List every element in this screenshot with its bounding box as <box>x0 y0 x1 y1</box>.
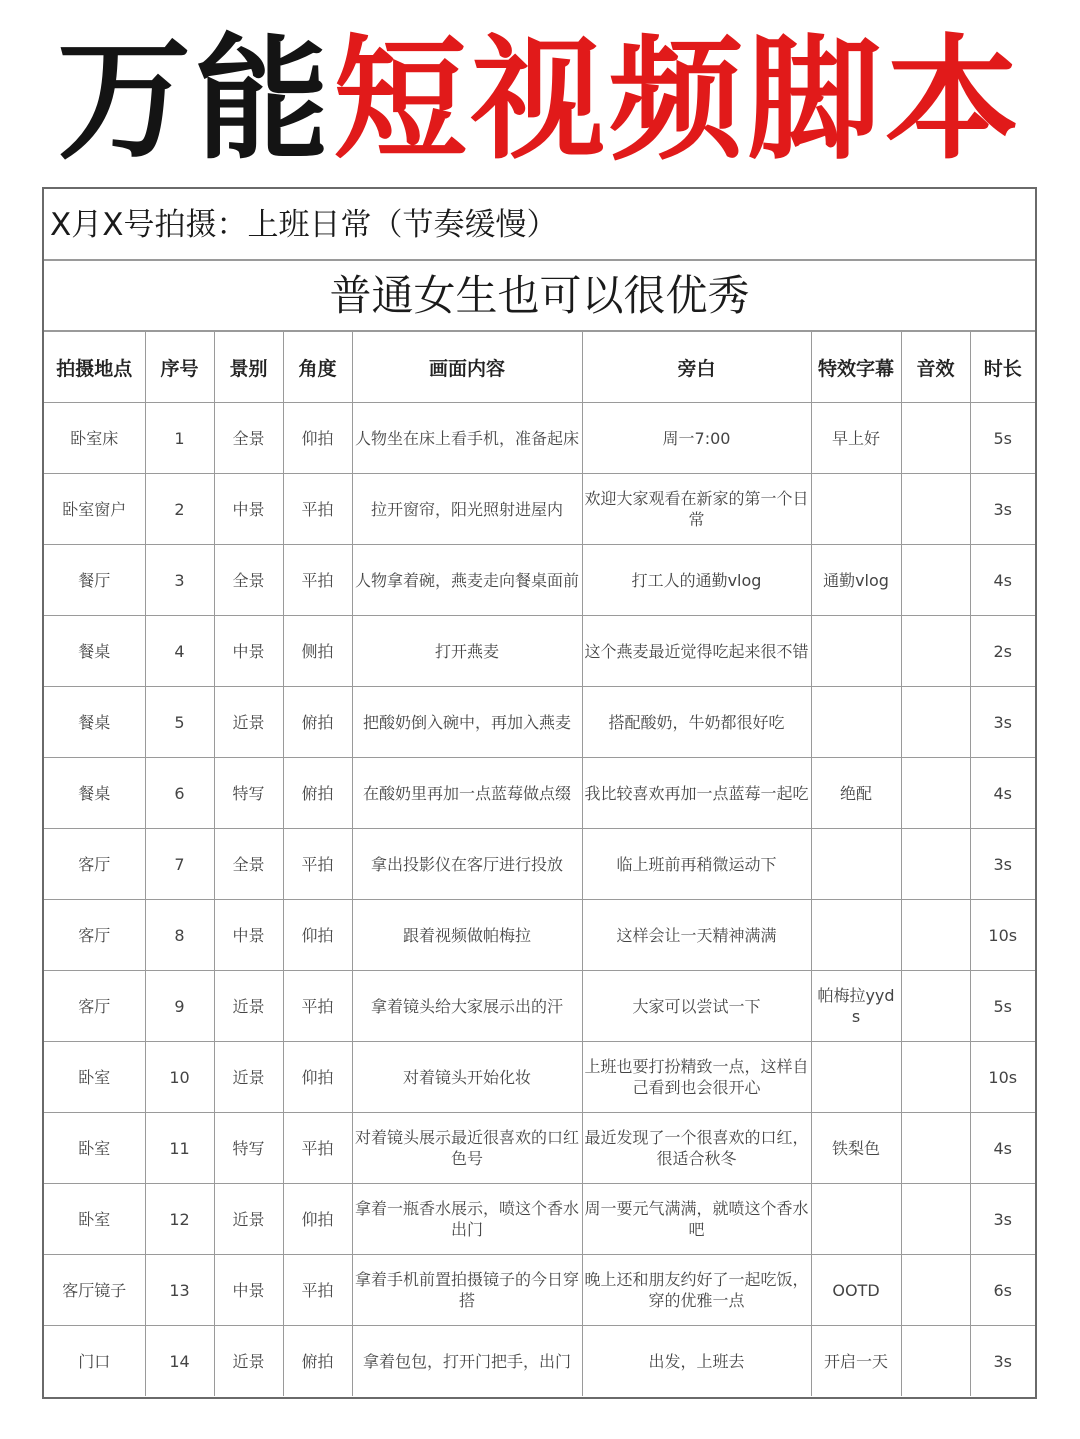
shot-size-cell: 近景 <box>214 1326 283 1397</box>
scene-content-cell: 对着镜头展示最近很喜欢的口红色号 <box>352 1113 582 1184</box>
shot-size-cell: 全景 <box>214 403 283 474</box>
table-row <box>44 1255 1035 1326</box>
camera-angle-cell: 平拍 <box>283 474 352 545</box>
shot-size-cell: 近景 <box>214 1042 283 1113</box>
caption-cell: 早上好 <box>811 403 901 474</box>
duration-cell: 10s <box>970 900 1035 971</box>
shot-size-cell: 中景 <box>214 616 283 687</box>
table-row <box>44 616 1035 687</box>
caption-cell <box>811 1184 901 1255</box>
shot-size-cell: 特写 <box>214 1113 283 1184</box>
index-cell: 4 <box>145 616 214 687</box>
table-row <box>44 687 1035 758</box>
column-header: 旁白 <box>582 332 811 403</box>
voiceover-cell: 临上班前再稍微运动下 <box>582 829 811 900</box>
headline <box>0 20 1080 180</box>
duration-cell: 5s <box>970 403 1035 474</box>
table-row <box>44 758 1035 829</box>
index-cell: 3 <box>145 545 214 616</box>
voiceover-cell: 我比较喜欢再加一点蓝莓一起吃 <box>582 758 811 829</box>
sound-effect-cell <box>901 1184 970 1255</box>
index-cell: 5 <box>145 687 214 758</box>
voiceover-cell: 搭配酸奶，牛奶都很好吃 <box>582 687 811 758</box>
caption-cell <box>811 474 901 545</box>
shot-size-cell: 全景 <box>214 829 283 900</box>
script-table <box>44 332 1035 1396</box>
scene-content-cell: 拿着包包，打开门把手，出门 <box>352 1326 582 1397</box>
column-header: 角度 <box>283 332 352 403</box>
location-cell: 餐桌 <box>44 616 145 687</box>
sound-effect-cell <box>901 971 970 1042</box>
table-body <box>44 403 1035 1397</box>
sound-effect-cell <box>901 829 970 900</box>
voiceover-cell: 出发，上班去 <box>582 1326 811 1397</box>
scene-content-cell: 跟着视频做帕梅拉 <box>352 900 582 971</box>
caption-cell: 铁梨色 <box>811 1113 901 1184</box>
camera-angle-cell: 仰拍 <box>283 1184 352 1255</box>
sound-effect-cell <box>901 687 970 758</box>
duration-cell: 6s <box>970 1255 1035 1326</box>
voiceover-cell: 这样会让一天精神满满 <box>582 900 811 971</box>
table-row <box>44 403 1035 474</box>
table-row <box>44 474 1035 545</box>
scene-content-cell: 拿着一瓶香水展示，喷这个香水出门 <box>352 1184 582 1255</box>
camera-angle-cell: 仰拍 <box>283 1042 352 1113</box>
script-sheet <box>42 187 1037 1399</box>
location-cell: 客厅镜子 <box>44 1255 145 1326</box>
table-row <box>44 1184 1035 1255</box>
index-cell: 1 <box>145 403 214 474</box>
duration-cell: 2s <box>970 616 1035 687</box>
scene-content-cell: 把酸奶倒入碗中，再加入燕麦 <box>352 687 582 758</box>
sound-effect-cell <box>901 1113 970 1184</box>
location-cell: 卧室 <box>44 1113 145 1184</box>
caption-cell: OOTD <box>811 1255 901 1326</box>
headline-red-part: 短视频脚本 <box>333 22 1024 178</box>
location-cell: 卧室 <box>44 1042 145 1113</box>
shot-size-cell: 全景 <box>214 545 283 616</box>
index-cell: 13 <box>145 1255 214 1326</box>
index-cell: 14 <box>145 1326 214 1397</box>
caption-cell <box>811 687 901 758</box>
index-cell: 6 <box>145 758 214 829</box>
index-cell: 8 <box>145 900 214 971</box>
column-header: 拍摄地点 <box>44 332 145 403</box>
caption-cell <box>811 900 901 971</box>
caption-cell <box>811 1042 901 1113</box>
table-row <box>44 829 1035 900</box>
shot-size-cell: 近景 <box>214 1184 283 1255</box>
column-header: 特效字幕 <box>811 332 901 403</box>
voiceover-cell: 打工人的通勤vlog <box>582 545 811 616</box>
column-header: 序号 <box>145 332 214 403</box>
duration-cell: 10s <box>970 1042 1035 1113</box>
sound-effect-cell <box>901 474 970 545</box>
sound-effect-cell <box>901 545 970 616</box>
camera-angle-cell: 仰拍 <box>283 403 352 474</box>
shot-size-cell: 近景 <box>214 971 283 1042</box>
table-header-row <box>44 332 1035 403</box>
sound-effect-cell <box>901 616 970 687</box>
table-row <box>44 1113 1035 1184</box>
shoot-date-line: X月X号拍摄：上班日常（节奏缓慢） <box>44 189 1035 261</box>
scene-content-cell: 打开燕麦 <box>352 616 582 687</box>
scene-content-cell: 人物坐在床上看手机，准备起床 <box>352 403 582 474</box>
shot-size-cell: 中景 <box>214 900 283 971</box>
location-cell: 餐桌 <box>44 687 145 758</box>
headline-black-part: 万能 <box>56 22 333 178</box>
sound-effect-cell <box>901 1042 970 1113</box>
scene-content-cell: 拿着镜头给大家展示出的汗 <box>352 971 582 1042</box>
duration-cell: 3s <box>970 687 1035 758</box>
location-cell: 餐桌 <box>44 758 145 829</box>
index-cell: 11 <box>145 1113 214 1184</box>
column-header: 时长 <box>970 332 1035 403</box>
index-cell: 10 <box>145 1042 214 1113</box>
camera-angle-cell: 平拍 <box>283 1113 352 1184</box>
sound-effect-cell <box>901 900 970 971</box>
camera-angle-cell: 俯拍 <box>283 758 352 829</box>
camera-angle-cell: 侧拍 <box>283 616 352 687</box>
scene-content-cell: 对着镜头开始化妆 <box>352 1042 582 1113</box>
voiceover-cell: 上班也要打扮精致一点，这样自己看到也会很开心 <box>582 1042 811 1113</box>
camera-angle-cell: 俯拍 <box>283 1326 352 1397</box>
duration-cell: 5s <box>970 971 1035 1042</box>
duration-cell: 3s <box>970 474 1035 545</box>
index-cell: 2 <box>145 474 214 545</box>
location-cell: 卧室 <box>44 1184 145 1255</box>
duration-cell: 4s <box>970 545 1035 616</box>
camera-angle-cell: 俯拍 <box>283 687 352 758</box>
voiceover-cell: 大家可以尝试一下 <box>582 971 811 1042</box>
caption-cell <box>811 829 901 900</box>
script-subtitle: 普通女生也可以很优秀 <box>44 261 1035 332</box>
voiceover-cell: 周一7:00 <box>582 403 811 474</box>
caption-cell: 开启一天 <box>811 1326 901 1397</box>
camera-angle-cell: 仰拍 <box>283 900 352 971</box>
duration-cell: 4s <box>970 1113 1035 1184</box>
voiceover-cell: 欢迎大家观看在新家的第一个日常 <box>582 474 811 545</box>
shot-size-cell: 特写 <box>214 758 283 829</box>
duration-cell: 3s <box>970 1184 1035 1255</box>
caption-cell: 通勤vlog <box>811 545 901 616</box>
column-header: 音效 <box>901 332 970 403</box>
scene-content-cell: 拿着手机前置拍摄镜子的今日穿搭 <box>352 1255 582 1326</box>
column-header: 画面内容 <box>352 332 582 403</box>
scene-content-cell: 在酸奶里再加一点蓝莓做点缀 <box>352 758 582 829</box>
sound-effect-cell <box>901 758 970 829</box>
table-row <box>44 900 1035 971</box>
scene-content-cell: 人物拿着碗，燕麦走向餐桌面前 <box>352 545 582 616</box>
voiceover-cell: 这个燕麦最近觉得吃起来很不错 <box>582 616 811 687</box>
index-cell: 9 <box>145 971 214 1042</box>
sound-effect-cell <box>901 1255 970 1326</box>
duration-cell: 3s <box>970 1326 1035 1397</box>
voiceover-cell: 最近发现了一个很喜欢的口红，很适合秋冬 <box>582 1113 811 1184</box>
scene-content-cell: 拉开窗帘，阳光照射进屋内 <box>352 474 582 545</box>
column-header: 景别 <box>214 332 283 403</box>
sound-effect-cell <box>901 1326 970 1397</box>
camera-angle-cell: 平拍 <box>283 545 352 616</box>
location-cell: 客厅 <box>44 900 145 971</box>
location-cell: 客厅 <box>44 971 145 1042</box>
table-row <box>44 1326 1035 1397</box>
location-cell: 餐厅 <box>44 545 145 616</box>
table-row <box>44 1042 1035 1113</box>
duration-cell: 3s <box>970 829 1035 900</box>
scene-content-cell: 拿出投影仪在客厅进行投放 <box>352 829 582 900</box>
camera-angle-cell: 平拍 <box>283 829 352 900</box>
voiceover-cell: 晚上还和朋友约好了一起吃饭，穿的优雅一点 <box>582 1255 811 1326</box>
voiceover-cell: 周一要元气满满，就喷这个香水吧 <box>582 1184 811 1255</box>
duration-cell: 4s <box>970 758 1035 829</box>
location-cell: 卧室窗户 <box>44 474 145 545</box>
caption-cell: 帕梅拉yyds <box>811 971 901 1042</box>
location-cell: 门口 <box>44 1326 145 1397</box>
location-cell: 客厅 <box>44 829 145 900</box>
shot-size-cell: 中景 <box>214 474 283 545</box>
caption-cell: 绝配 <box>811 758 901 829</box>
index-cell: 7 <box>145 829 214 900</box>
camera-angle-cell: 平拍 <box>283 971 352 1042</box>
camera-angle-cell: 平拍 <box>283 1255 352 1326</box>
table-row <box>44 545 1035 616</box>
caption-cell <box>811 616 901 687</box>
table-row <box>44 971 1035 1042</box>
location-cell: 卧室床 <box>44 403 145 474</box>
index-cell: 12 <box>145 1184 214 1255</box>
shot-size-cell: 中景 <box>214 1255 283 1326</box>
sound-effect-cell <box>901 403 970 474</box>
shot-size-cell: 近景 <box>214 687 283 758</box>
